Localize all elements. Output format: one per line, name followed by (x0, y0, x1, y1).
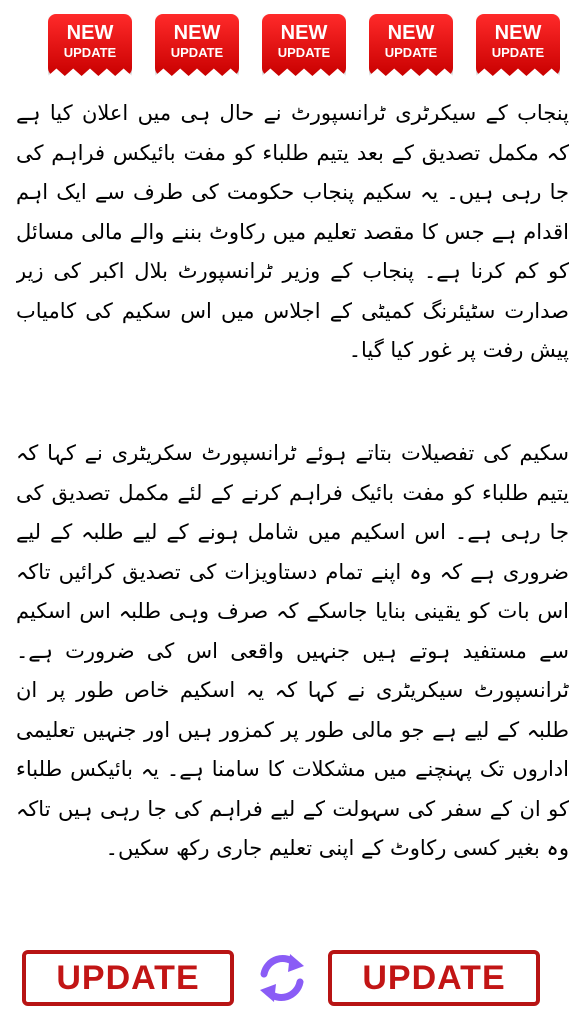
badge-new-text: NEW (280, 22, 328, 44)
badge-new-text: NEW (66, 22, 114, 44)
update-stamp-left (22, 950, 234, 1006)
article-paragraph-1: پنجاب کے سیکرٹری ٹرانسپورٹ نے حال ہی میں اعلان کیا ہے کہ مکمل تصدیق کے بعد یتیم طلباء کو مفت بائیکس فراہم کی جا رہی ہیں۔ یہ سکیم پنجاب حکومت کی طرف سے ایک اہم اقدام ہے جس کا مقصد تعلیم میں رکاوٹ بننے والے مالی مسائل کو کم کرنا ہے۔ پنجاب کے وزیر ٹرانسپورٹ بلال اکبر کی زیر صدارت سٹیئرنگ کمیٹی کے اجلاس میں اس سکیم کی کامیاب پیش رفت پر غور کیا گیا۔ (16, 101, 569, 362)
update-stamp-text: UPDATE (362, 958, 506, 997)
article-paragraph-2: سکیم کی تفصیلات بتاتے ہوئے ٹرانسپورٹ سکریٹری نے کہا کہ یتیم طلباء کو مفت بائیک فراہم کرنے کے لئے مکمل تصدیق کی جا رہی ہے۔ اس اسکیم میں شامل ہونے کے لیے طلبہ کے لیے ضروری ہے کہ وہ اپنے تمام دستاویزات کی تصدیق کرائیں تاکہ اس بات کو یقینی بنایا جاسکے کہ صرف وہی طلبہ اس اسکیم سے مستفید ہوتے ہیں جنہیں واقعی اس کی ضرورت ہے۔ ٹرانسپورٹ سیکریٹری نے کہا کہ یہ اسکیم خاص طور پر ان طلبہ کے لیے ہے جو مالی طور پر کمزور ہیں اور جنہیں تعلیمی اداروں تک پہنچنے میں مشکلات کا سامنا ہے۔ یہ بائیکس طلباء کو ان کے سفر کی سہولت کے لیے فراہم کی جا رہی ہیں تاکہ وہ بغیر کسی رکاوٹ کے اپنی تعلیم جاری رکھ سکیں۔ (16, 441, 569, 860)
badge-new-text: NEW (387, 22, 435, 44)
update-stamp-text: UPDATE (56, 958, 200, 997)
badge-update-text: UPDATE (384, 45, 438, 60)
badge-update-text: UPDATE (277, 45, 331, 60)
new-update-badge (48, 14, 132, 76)
badge-update-text: UPDATE (491, 45, 545, 60)
article-body (16, 94, 569, 904)
update-stamp-right (328, 950, 540, 1006)
new-update-badge (476, 14, 560, 76)
badge-update-text: UPDATE (63, 45, 117, 60)
refresh-icon (252, 948, 312, 1008)
new-update-badge (155, 14, 239, 76)
badge-new-text: NEW (173, 22, 221, 44)
badge-update-text: UPDATE (170, 45, 224, 60)
top-badge-row (0, 0, 585, 88)
new-update-badge (369, 14, 453, 76)
footer-bar (0, 942, 585, 1024)
new-update-badge (262, 14, 346, 76)
badge-new-text: NEW (494, 22, 542, 44)
